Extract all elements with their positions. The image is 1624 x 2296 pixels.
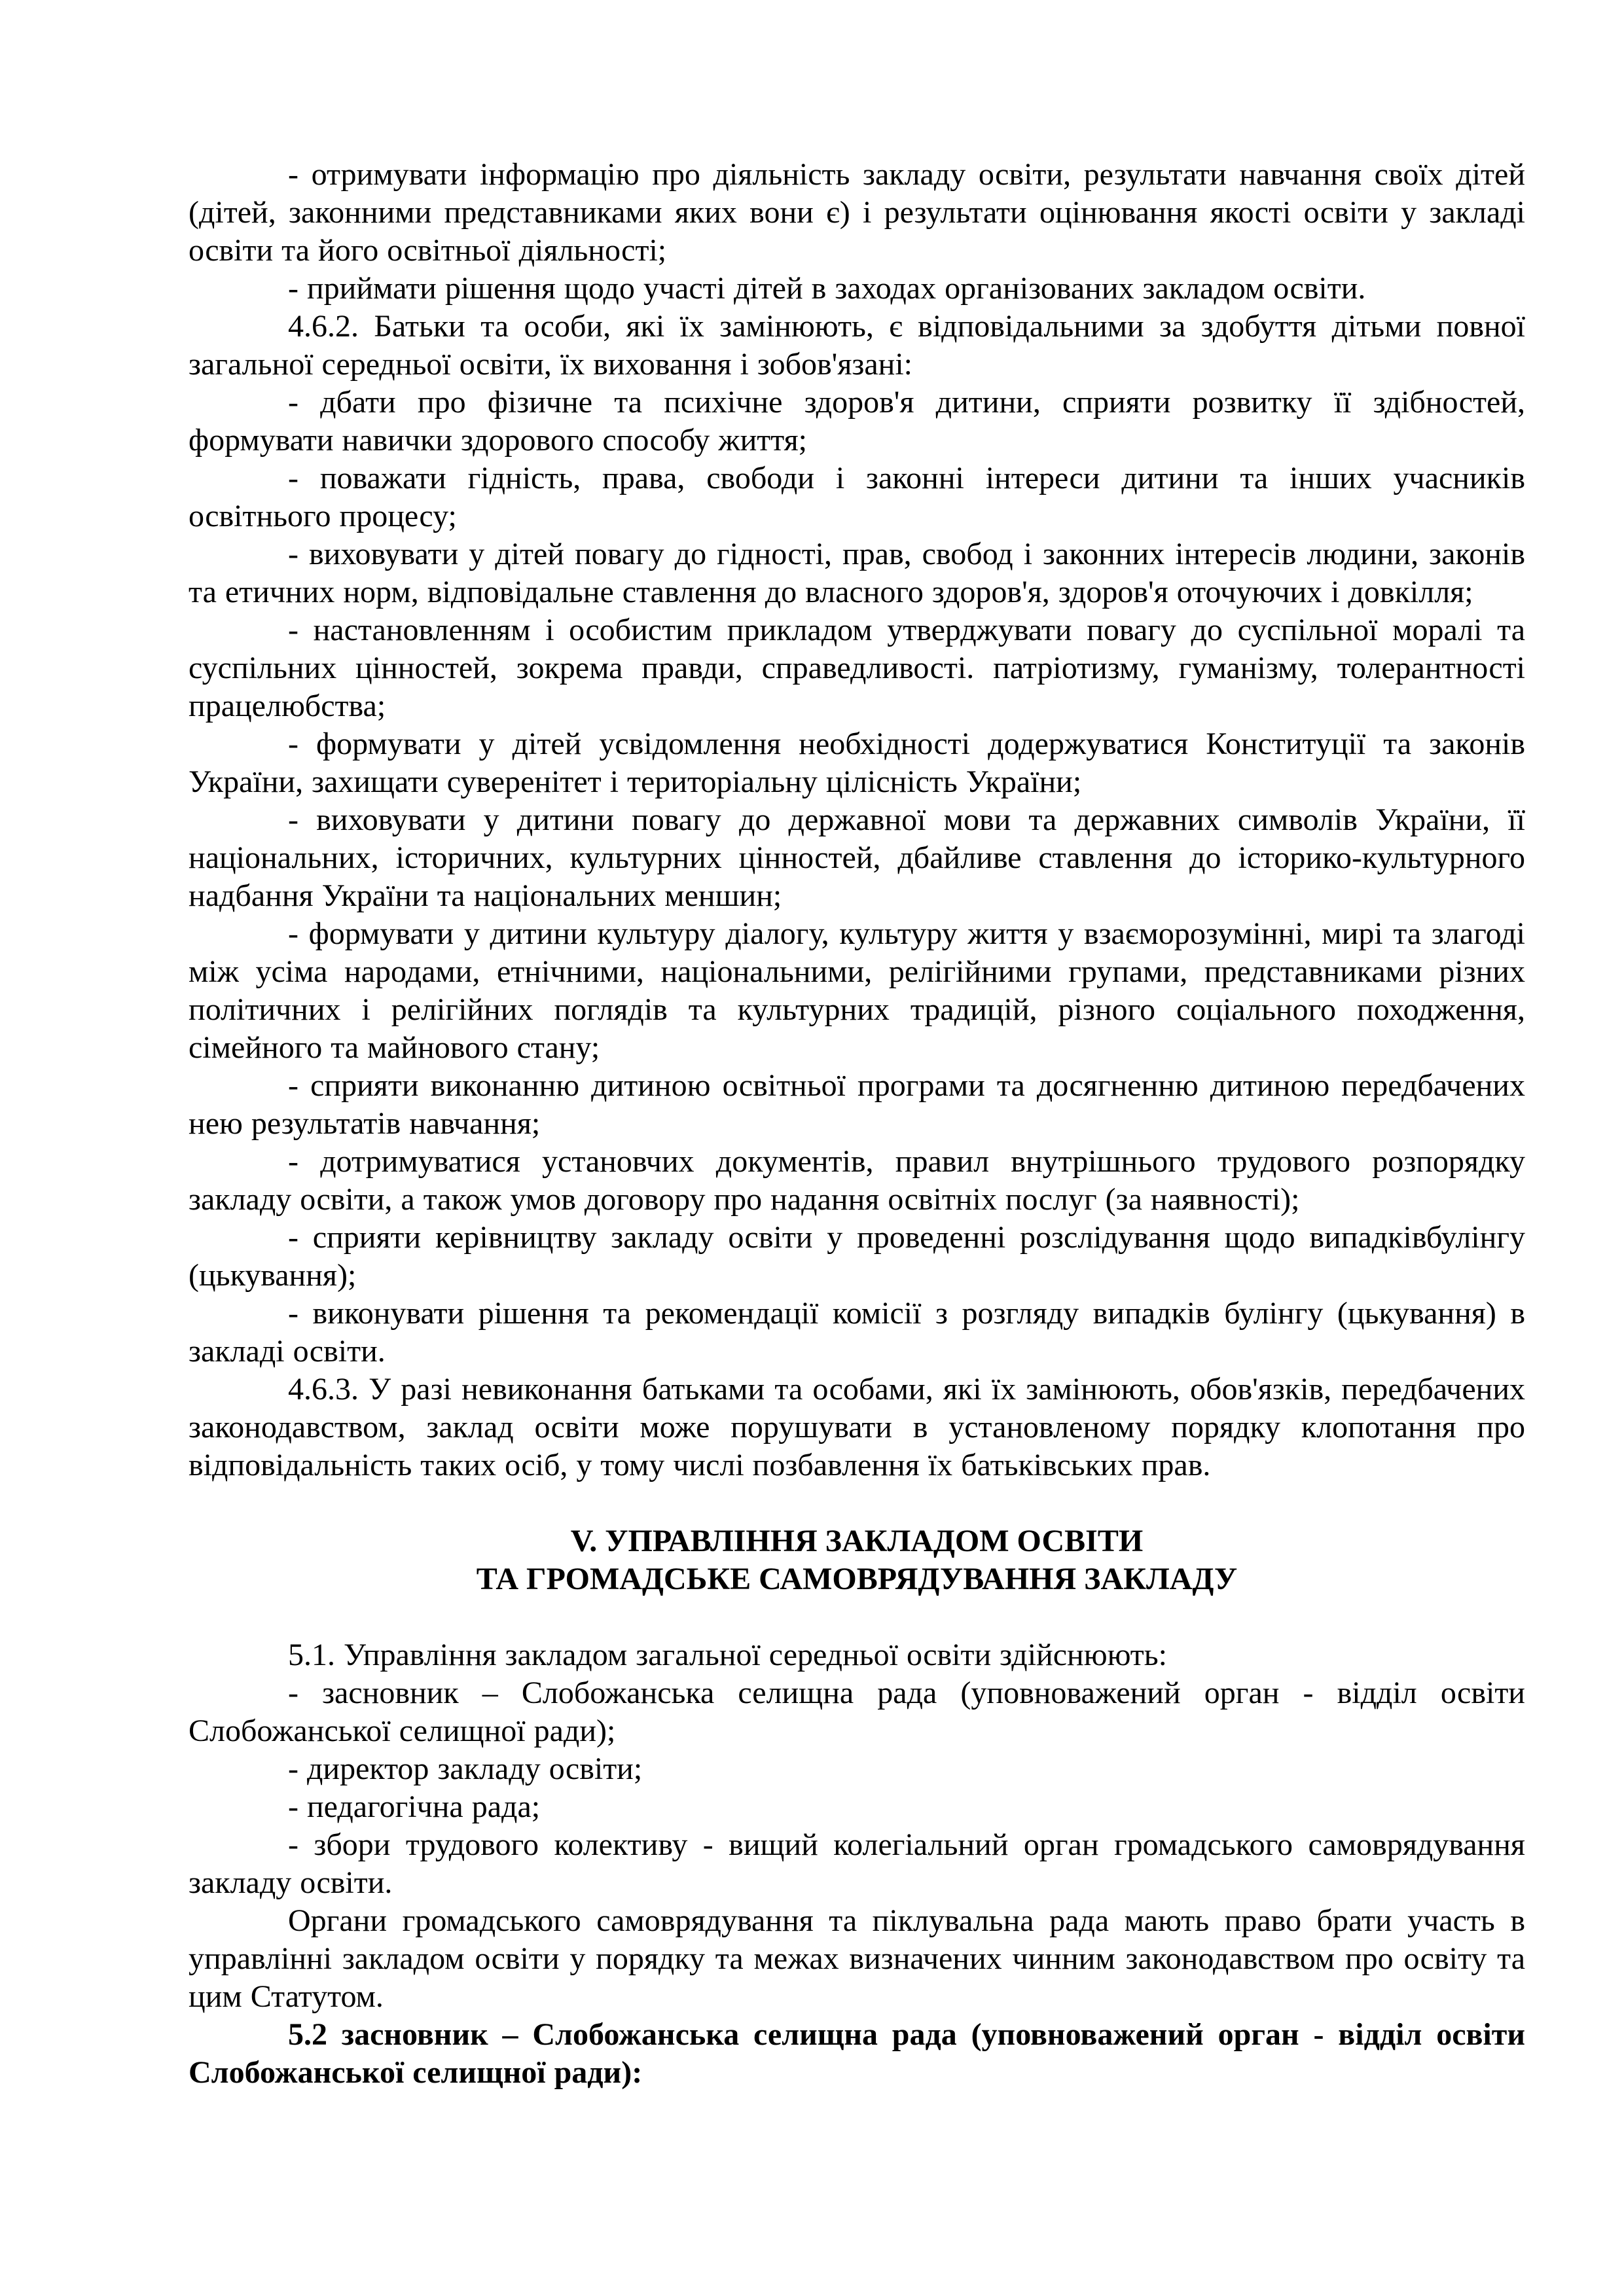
paragraph: 5.1. Управління закладом загальної середньої освіти здійснюють:	[288, 1638, 1167, 1672]
paragraph: - директор закладу освіти;	[288, 1751, 643, 1786]
paragraph: - збори трудового колективу - вищий колегіальний орган громадського самоврядування закладу освіти.	[189, 1827, 1525, 1900]
paragraph: - виховувати у дітей повагу до гідності, прав, свобод і законних інтересів людини, законів та етичних норм, відповідальне ставлення до власного здоров'я, здоров'я оточуючих і довкілля;	[189, 537, 1525, 609]
paragraph: - дбати про фізичне та психічне здоров'я дитини, сприяти розвитку її здібностей, формувати навички здорового способу життя;	[189, 385, 1525, 457]
paragraph: Органи громадського самоврядування та піклувальна рада мають право брати участь в управлінні закладом освіти у порядку та межах визначених чинним законодавством про освіту та цим Статутом.	[189, 1903, 1525, 2014]
paragraph: - формувати у дітей усвідомлення необхідності додержуватися Конституції та законів України, захищати суверенітет і територіальну цілісність України;	[189, 726, 1525, 799]
paragraph: - отримувати інформацію про діяльність закладу освіти, результати навчання своїх дітей (дітей, законними представниками яких вони є) і результати оцінювання якості освіти у закладі освіти та його освітньої діяльності;	[189, 157, 1525, 268]
section-heading	[189, 1522, 1525, 1598]
paragraph: - засновник – Слобожанська селищна рада (уповноважений орган - відділ освіти Слобожанської селищної ради);	[189, 1676, 1525, 1748]
paragraph: - сприяти керівництву закладу освіти у проведенні розслідування щодо випадківбулінгу (цькування);	[189, 1220, 1525, 1293]
paragraph: - виховувати у дитини повагу до державної мови та державних символів України, її національних, історичних, культурних цінностей, дбайливе ставлення до історико-культурного надбання України та національних меншин;	[189, 802, 1525, 913]
paragraph: 4.6.2. Батьки та особи, які їх замінюють, є відповідальними за здобуття дітьми повної загальної середньої освіти, їх виховання і зобов'язані:	[189, 309, 1525, 382]
paragraph: 4.6.3. У разі невиконання батьками та особами, які їх замінюють, обов'язків, передбачених законодавством, заклад освіти може порушувати в установленому порядку клопотання про відповідальність таких осіб, у тому числі позбавлення їх батьківських прав.	[189, 1372, 1525, 1482]
paragraph: - формувати у дитини культуру діалогу, культуру життя у взаєморозумінні, мирі та злагоді між усіма народами, етнічними, національними, релігійними групами, представниками різних політичних і релігійних поглядів та культурних традицій, різного соціального походження, сімейного та майнового стану;	[189, 916, 1525, 1065]
paragraph: - виконувати рішення та рекомендації комісії з розгляду випадків булінгу (цькування) в закладі освіти.	[189, 1296, 1525, 1369]
paragraph: - приймати рішення щодо участі дітей в заходах організованих закладом освіти.	[288, 271, 1366, 306]
section-heading-line-2: ТА ГРОМАДСЬКЕ САМОВРЯДУВАННЯ ЗАКЛАДУ	[476, 1562, 1238, 1596]
paragraph: - дотримуватися установчих документів, правил внутрішнього трудового розпорядку закладу освіти, а також умов договору про надання освітніх послуг (за наявності);	[189, 1144, 1525, 1217]
paragraph: - поважати гідність, права, свободи і законні інтереси дитини та інших учасників освітнього процесу;	[189, 461, 1525, 533]
paragraph: - педагогічна рада;	[288, 1789, 541, 1824]
section-heading-line-1: V. УПРАВЛІННЯ ЗАКЛАДОМ ОСВІТИ	[570, 1524, 1144, 1558]
paragraph: - настановленням і особистим прикладом утверджувати повагу до суспільної моралі та суспільних цінностей, зокрема правди, справедливості. патріотизму, гуманізму, толерантності працелюбства;	[189, 613, 1525, 723]
paragraph: - сприяти виконанню дитиною освітньої програми та досягненню дитиною передбачених нею результатів навчання;	[189, 1068, 1525, 1141]
closing-bold-paragraph: 5.2 засновник – Слобожанська селищна рада (уповноважений орган - відділ освіти Слобожанської селищної ради):	[189, 2017, 1525, 2090]
